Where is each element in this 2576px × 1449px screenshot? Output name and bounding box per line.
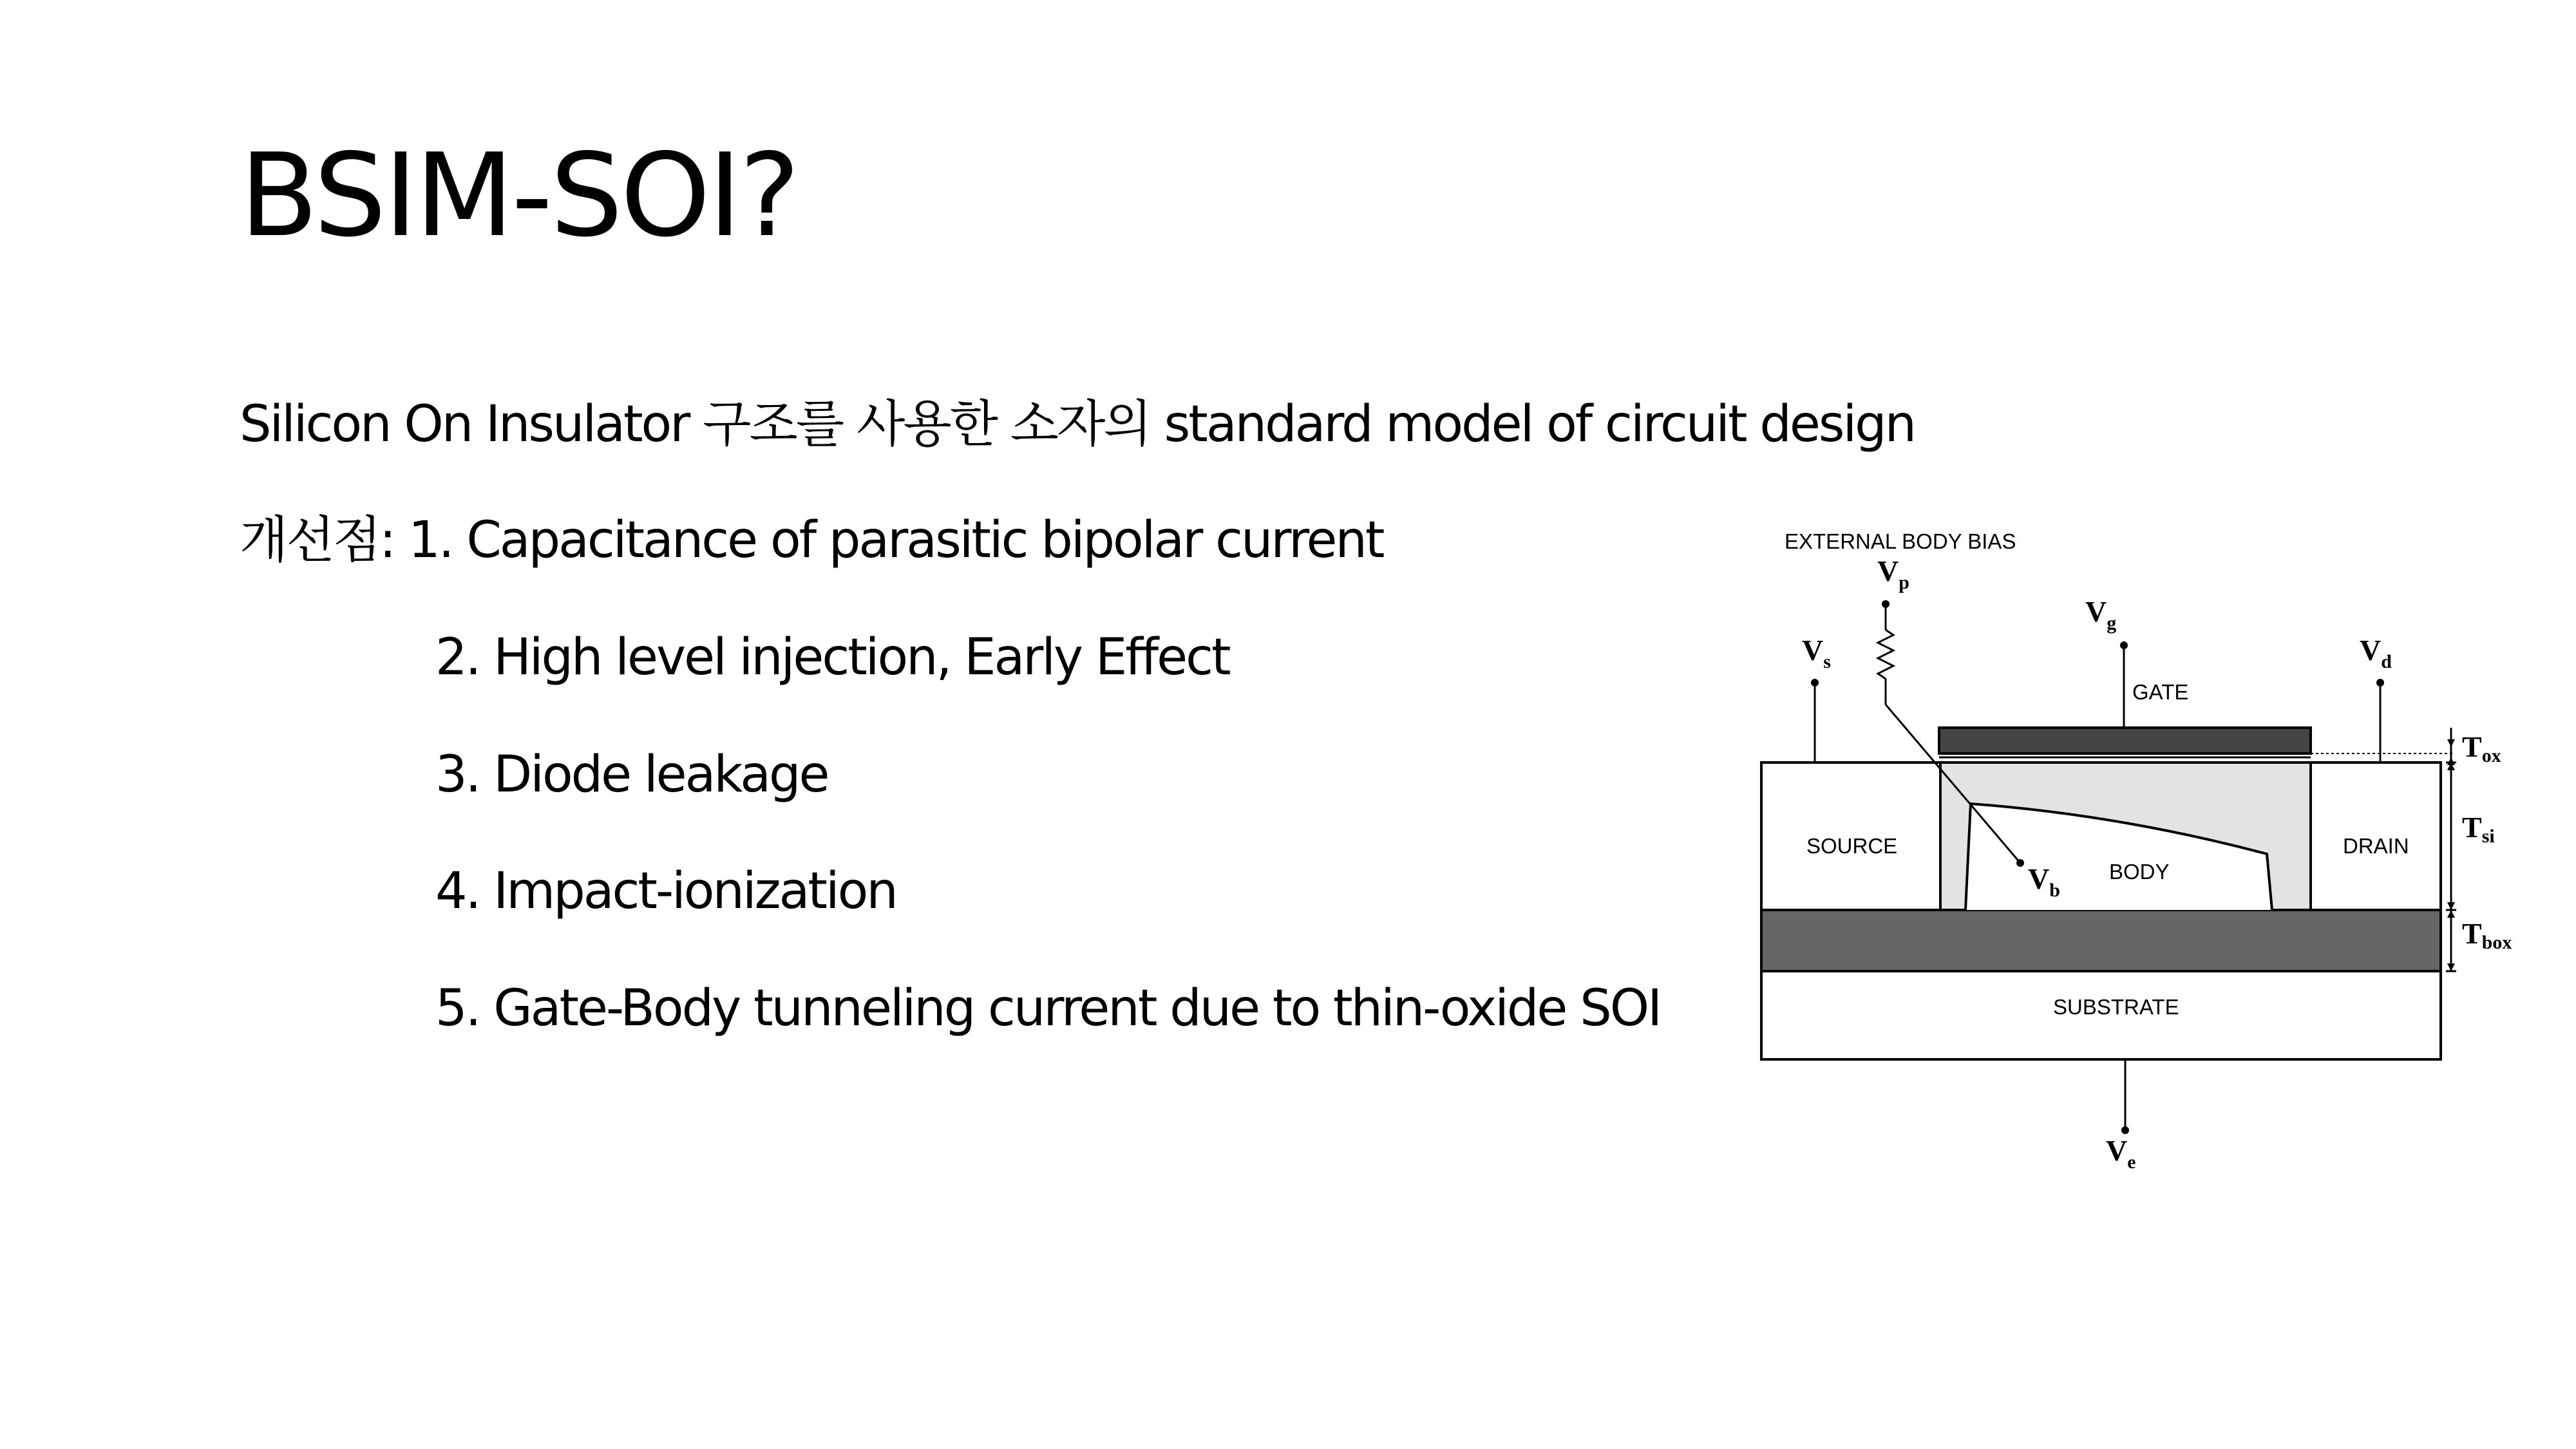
vs-label: $V_s$ <box>1802 634 1831 672</box>
tbox-label: Tbox <box>2462 917 2512 953</box>
body-bias-resistor <box>1878 630 1893 679</box>
description-text: Silicon On Insulator 구조를 사용한 소자의 standard model of circuit design <box>240 395 1915 453</box>
external-body-bias-label: EXTERNAL BODY BIAS <box>1785 529 2016 553</box>
slide-title: BSIM-SOI? <box>240 129 798 262</box>
ve-terminal-dot <box>2121 1126 2129 1134</box>
tsi-label: Tsi <box>2462 811 2495 847</box>
improvement-item-3: 3. Diode leakage <box>435 746 828 804</box>
gate-electrode <box>1939 728 2311 753</box>
vg-label: $V_g$ <box>2085 595 2117 634</box>
vb-terminal-dot <box>2016 859 2024 867</box>
improvement-item-4: 4. Impact-ionization <box>435 862 896 920</box>
soi-cross-section-svg <box>1726 515 2524 1185</box>
substrate-label: SUBSTRATE <box>2053 995 2179 1019</box>
body-label: BODY <box>2109 860 2170 884</box>
buried-oxide-layer <box>1761 910 2441 971</box>
vp-label: $V_p$ <box>1877 554 1909 593</box>
vb-label: $V_b$ <box>2028 862 2060 901</box>
source-label: SOURCE <box>1806 834 1898 858</box>
improvement-item-1: 개선점: 1. Capacitance of parasitic bipolar current <box>240 511 1383 569</box>
tox-label: Tox <box>2462 730 2501 766</box>
gate-label: GATE <box>2132 680 2189 704</box>
soi-mosfet-diagram <box>1726 515 2524 1185</box>
drain-label: DRAIN <box>2343 834 2409 858</box>
ve-label: $V_e$ <box>2106 1134 2136 1173</box>
improvement-item-2: 2. High level injection, Early Effect <box>435 629 1229 687</box>
vd-label: $V_d$ <box>2360 634 2392 672</box>
improvement-item-5: 5. Gate-Body tunneling current due to thin-oxide SOI <box>435 980 1661 1037</box>
